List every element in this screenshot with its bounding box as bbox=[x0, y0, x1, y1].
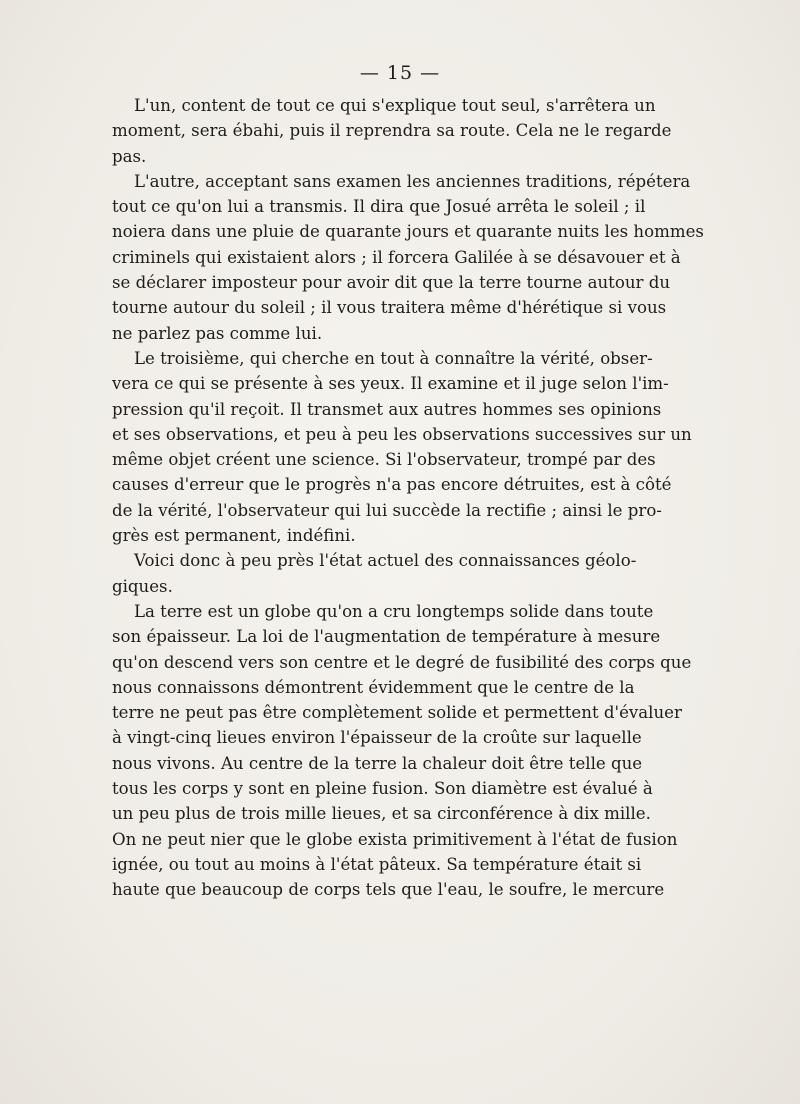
text-line: Le troisième, qui cherche en tout à connaître la vérité, obser- bbox=[134, 348, 653, 368]
text-line: giques. bbox=[112, 576, 173, 596]
text-line: tout ce qu'on lui a transmis. Il dira que Josué arrêta le soleil ; il bbox=[112, 197, 646, 217]
text-line: pression qu'il reçoit. Il transmet aux autres hommes ses opinions bbox=[112, 399, 662, 419]
text-line: ignée, ou tout au moins à l'état pâteux. Sa température était si bbox=[112, 854, 642, 874]
text-line: haute que beaucoup de corps tels que l'eau, le soufre, le mercure bbox=[112, 880, 665, 900]
text-line: terre ne peut pas être complètement solide et permettent d'évaluer bbox=[112, 703, 682, 723]
text-line: vera ce qui se présente à ses yeux. Il examine et il juge selon l'im- bbox=[112, 374, 669, 394]
text-line: qu'on descend vers son centre et le degré de fusibilité des corps que bbox=[112, 652, 692, 672]
text-line: même objet créent une science. Si l'observateur, trompé par des bbox=[112, 450, 656, 470]
text-line: Voici donc à peu près l'état actuel des connaissances géolo- bbox=[134, 551, 637, 571]
text-line: son épaisseur. La loi de l'augmentation de température à mesure bbox=[112, 627, 661, 647]
text-line: ne parlez pas comme lui. bbox=[112, 323, 323, 343]
text-line: un peu plus de trois mille lieues, et sa circonférence à dix mille. bbox=[112, 804, 651, 824]
text-line: moment, sera ébahi, puis il reprendra sa route. Cela ne le regarde bbox=[112, 121, 672, 141]
text-line: et ses observations, et peu à peu les observations successives sur un bbox=[112, 424, 692, 444]
text-line: tous les corps y sont en pleine fusion. Son diamètre est évalué à bbox=[112, 779, 653, 799]
page-number: — 15 — bbox=[359, 62, 441, 84]
text-line: se déclarer imposteur pour avoir dit que la terre tourne autour du bbox=[112, 273, 671, 293]
text-line: grès est permanent, indéfini. bbox=[112, 526, 356, 546]
text-line: On ne peut nier que le globe exista primitivement à l'état de fusion bbox=[112, 829, 678, 849]
text-line: tourne autour du soleil ; il vous traitera même d'hérétique si vous bbox=[112, 298, 667, 318]
text-line: criminels qui existaient alors ; il forcera Galilée à se désavouer et à bbox=[112, 247, 681, 267]
text-line: à vingt-cinq lieues environ l'épaisseur de la croûte sur laquelle bbox=[112, 728, 642, 748]
text-line: La terre est un globe qu'on a cru longtemps solide dans toute bbox=[134, 601, 654, 621]
text-line: noiera dans une pluie de quarante jours et quarante nuits les hommes bbox=[112, 222, 704, 242]
text-line: causes d'erreur que le progrès n'a pas encore détruites, est à côté bbox=[112, 475, 672, 495]
text-line: de la vérité, l'observateur qui lui succède la rectifie ; ainsi le pro- bbox=[112, 500, 662, 520]
text-line: nous vivons. Au centre de la terre la chaleur doit être telle que bbox=[112, 753, 643, 773]
text-line: pas. bbox=[112, 146, 147, 166]
text-line: nous connaissons démontrent évidemment que le centre de la bbox=[112, 677, 635, 697]
body-text bbox=[112, 93, 704, 903]
text-line: L'autre, acceptant sans examen les anciennes traditions, répétera bbox=[134, 171, 691, 191]
text-line: L'un, content de tout ce qui s'explique tout seul, s'arrêtera un bbox=[134, 96, 656, 115]
